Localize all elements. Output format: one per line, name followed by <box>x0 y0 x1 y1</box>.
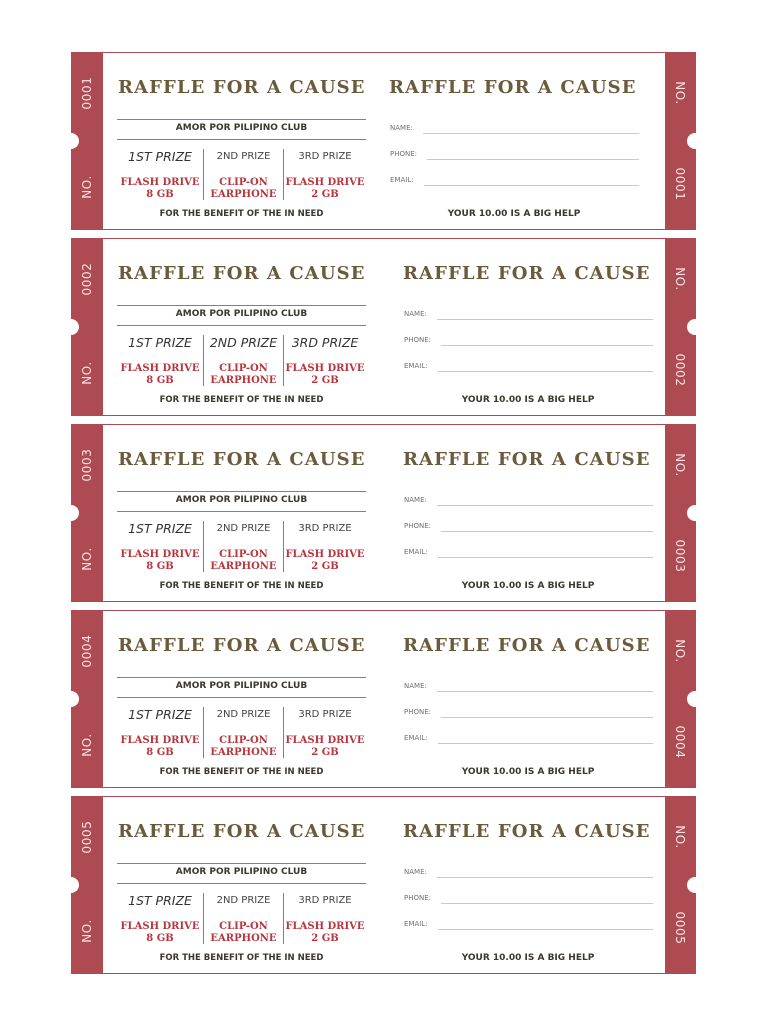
ticket-title: RAFFLE FOR A CAUSE <box>403 449 651 470</box>
prize-first <box>117 893 203 944</box>
prize-item <box>204 921 283 945</box>
prize-item <box>284 921 366 945</box>
entry-section <box>403 239 653 415</box>
ticket-title: RAFFLE FOR A CAUSE <box>403 821 651 842</box>
prize-label: 3RD PRIZE <box>298 895 352 906</box>
help-note: YOUR 10.00 IS A BIG HELP <box>461 767 595 777</box>
prize-item-line: CLIP-ON <box>219 549 268 560</box>
help-note: YOUR 10.00 IS A BIG HELP <box>461 953 595 963</box>
prize-label: 3RD PRIZE <box>298 151 352 162</box>
email-field <box>404 546 653 558</box>
prize-item <box>284 735 366 759</box>
stub-number: 0005 <box>673 911 687 945</box>
phone-field <box>404 520 653 532</box>
prize-item-line: FLASH DRIVE <box>120 549 200 560</box>
email-line <box>438 732 653 744</box>
email-line <box>438 918 653 930</box>
email-field <box>404 360 653 372</box>
left-notch <box>63 319 79 335</box>
divider <box>117 119 366 120</box>
prize-item-line: 2 GB <box>311 933 339 944</box>
stub-number: 0002 <box>80 262 94 296</box>
name-line <box>437 494 653 506</box>
divider <box>117 139 366 140</box>
raffle-ticket <box>71 238 696 416</box>
phone-label: PHONE: <box>390 150 418 158</box>
raffle-ticket <box>71 52 696 230</box>
email-field <box>390 174 639 186</box>
prize-third <box>283 893 366 944</box>
email-label: EMAIL: <box>404 920 428 928</box>
prize-item-line: 2 GB <box>311 561 339 572</box>
ticket-sheet <box>71 52 696 982</box>
benefit-note: FOR THE BENEFIT OF THE IN NEED <box>159 581 324 591</box>
prize-label: 3RD PRIZE <box>298 709 352 720</box>
email-label: EMAIL: <box>404 548 428 556</box>
divider <box>117 863 366 864</box>
prize-item <box>204 363 283 387</box>
stub-number-label: NO. <box>80 361 94 385</box>
prize-third <box>283 521 366 572</box>
prize-item <box>117 177 203 201</box>
ticket-title: RAFFLE FOR A CAUSE <box>118 821 366 842</box>
prize-item <box>204 177 283 201</box>
prize-item-line: 2 GB <box>311 375 339 386</box>
stub-number: 0003 <box>80 448 94 482</box>
stub-number: 0002 <box>673 353 687 387</box>
name-field <box>404 866 653 878</box>
phone-field <box>404 334 653 346</box>
prize-label: 1ST PRIZE <box>128 521 192 536</box>
email-field <box>404 918 653 930</box>
phone-line <box>441 520 653 532</box>
prize-item-line: 8 GB <box>146 747 174 758</box>
prize-item-line: 2 GB <box>311 747 339 758</box>
prize-item <box>284 549 366 573</box>
ticket-title: RAFFLE FOR A CAUSE <box>118 77 366 98</box>
phone-label: PHONE: <box>404 894 432 902</box>
prize-section <box>117 239 366 415</box>
stub-number-label: NO. <box>673 453 687 477</box>
stub-number-label: NO. <box>673 81 687 105</box>
benefit-note: FOR THE BENEFIT OF THE IN NEED <box>159 209 324 219</box>
ticket-title: RAFFLE FOR A CAUSE <box>403 263 651 284</box>
phone-line <box>441 706 653 718</box>
stub-number: 0003 <box>673 539 687 573</box>
right-notch <box>687 877 703 893</box>
prize-item <box>284 363 366 387</box>
prize-second <box>203 335 283 386</box>
prize-item-line: 2 GB <box>311 189 339 200</box>
prize-item-line: EARPHONE <box>210 561 277 572</box>
raffle-ticket <box>71 610 696 788</box>
prize-third <box>283 335 366 386</box>
prize-item-line: EARPHONE <box>210 933 277 944</box>
raffle-ticket <box>71 796 696 974</box>
ticket-title: RAFFLE FOR A CAUSE <box>118 263 366 284</box>
divider <box>117 305 366 306</box>
prize-item-line: FLASH DRIVE <box>285 177 365 188</box>
entry-section <box>403 425 653 601</box>
entry-section <box>389 53 639 229</box>
prize-item-line: CLIP-ON <box>219 735 268 746</box>
club-name: AMOR POR PILIPINO CLUB <box>175 867 308 877</box>
phone-label: PHONE: <box>404 708 432 716</box>
right-notch <box>687 133 703 149</box>
prize-section <box>117 53 366 229</box>
prize-item-line: FLASH DRIVE <box>120 363 200 374</box>
prize-item <box>117 735 203 759</box>
phone-label: PHONE: <box>404 522 432 530</box>
prize-item <box>204 549 283 573</box>
prize-second <box>203 707 283 758</box>
prize-label: 3RD PRIZE <box>291 335 359 350</box>
divider <box>117 325 366 326</box>
left-notch <box>63 133 79 149</box>
prize-item-line: 8 GB <box>146 189 174 200</box>
prize-section <box>117 425 366 601</box>
prize-first <box>117 707 203 758</box>
stub-number-label: NO. <box>80 919 94 943</box>
prize-label: 2ND PRIZE <box>216 523 271 534</box>
entry-section <box>403 797 653 973</box>
stub-number-label: NO. <box>673 267 687 291</box>
name-label: NAME: <box>404 310 427 318</box>
name-label: NAME: <box>390 124 413 132</box>
prize-item-line: FLASH DRIVE <box>120 921 200 932</box>
prize-item-line: FLASH DRIVE <box>285 735 365 746</box>
ticket-title: RAFFLE FOR A CAUSE <box>403 635 651 656</box>
benefit-note: FOR THE BENEFIT OF THE IN NEED <box>159 395 324 405</box>
prize-label: 2ND PRIZE <box>216 895 271 906</box>
prize-label: 1ST PRIZE <box>128 893 192 908</box>
prize-item-line: EARPHONE <box>210 747 277 758</box>
prize-label: 1ST PRIZE <box>128 335 192 350</box>
stub-number: 0004 <box>80 634 94 668</box>
name-line <box>437 866 653 878</box>
ticket-title: RAFFLE FOR A CAUSE <box>118 635 366 656</box>
email-line <box>438 360 653 372</box>
stub-number: 0004 <box>673 725 687 759</box>
ticket-title: RAFFLE FOR A CAUSE <box>389 77 637 98</box>
club-name: AMOR POR PILIPINO CLUB <box>175 123 308 133</box>
benefit-note: FOR THE BENEFIT OF THE IN NEED <box>159 767 324 777</box>
name-field <box>404 494 653 506</box>
prize-item-line: CLIP-ON <box>219 921 268 932</box>
prize-item <box>284 177 366 201</box>
club-name: AMOR POR PILIPINO CLUB <box>175 309 308 319</box>
phone-line <box>441 892 653 904</box>
name-line <box>437 308 653 320</box>
phone-field <box>404 892 653 904</box>
stub-number-label: NO. <box>673 825 687 849</box>
club-name: AMOR POR PILIPINO CLUB <box>175 681 308 691</box>
prize-label: 3RD PRIZE <box>298 523 352 534</box>
right-notch <box>687 691 703 707</box>
prize-label: 2ND PRIZE <box>216 151 271 162</box>
prize-item-line: FLASH DRIVE <box>285 921 365 932</box>
prize-item-line: FLASH DRIVE <box>120 177 200 188</box>
help-note: YOUR 10.00 IS A BIG HELP <box>447 209 581 219</box>
prize-label: 2ND PRIZE <box>209 335 278 350</box>
name-label: NAME: <box>404 682 427 690</box>
prize-first <box>117 149 203 200</box>
name-field <box>404 680 653 692</box>
prize-first <box>117 521 203 572</box>
prize-item <box>204 735 283 759</box>
name-field <box>404 308 653 320</box>
club-name: AMOR POR PILIPINO CLUB <box>175 495 308 505</box>
prize-label: 1ST PRIZE <box>128 707 192 722</box>
name-label: NAME: <box>404 868 427 876</box>
email-label: EMAIL: <box>390 176 414 184</box>
benefit-note: FOR THE BENEFIT OF THE IN NEED <box>159 953 324 963</box>
email-line <box>438 546 653 558</box>
prize-item <box>117 921 203 945</box>
help-note: YOUR 10.00 IS A BIG HELP <box>461 395 595 405</box>
prize-second <box>203 893 283 944</box>
left-notch <box>63 877 79 893</box>
help-note: YOUR 10.00 IS A BIG HELP <box>461 581 595 591</box>
prize-label: 2ND PRIZE <box>216 709 271 720</box>
prize-item <box>117 363 203 387</box>
right-notch <box>687 505 703 521</box>
prize-section <box>117 611 366 787</box>
divider <box>117 697 366 698</box>
stub-number-label: NO. <box>673 639 687 663</box>
prize-item <box>117 549 203 573</box>
stub-number-label: NO. <box>80 175 94 199</box>
name-line <box>423 122 639 134</box>
email-label: EMAIL: <box>404 362 428 370</box>
phone-line <box>427 148 639 160</box>
prize-second <box>203 521 283 572</box>
stub-number: 0001 <box>673 167 687 201</box>
name-line <box>437 680 653 692</box>
divider <box>117 511 366 512</box>
stub-number: 0001 <box>80 76 94 110</box>
entry-section <box>403 611 653 787</box>
left-notch <box>63 691 79 707</box>
prize-label: 1ST PRIZE <box>128 149 192 164</box>
divider <box>117 883 366 884</box>
prize-item-line: CLIP-ON <box>219 177 268 188</box>
email-label: EMAIL: <box>404 734 428 742</box>
stub-number-label: NO. <box>80 733 94 757</box>
phone-field <box>390 148 639 160</box>
prize-item-line: 8 GB <box>146 375 174 386</box>
divider <box>117 491 366 492</box>
prize-item-line: FLASH DRIVE <box>285 549 365 560</box>
ticket-title: RAFFLE FOR A CAUSE <box>118 449 366 470</box>
prize-third <box>283 707 366 758</box>
prize-second <box>203 149 283 200</box>
right-notch <box>687 319 703 335</box>
prize-third <box>283 149 366 200</box>
prize-first <box>117 335 203 386</box>
stub-number: 0005 <box>80 820 94 854</box>
prize-item-line: FLASH DRIVE <box>285 363 365 374</box>
prize-item-line: EARPHONE <box>210 375 277 386</box>
left-notch <box>63 505 79 521</box>
phone-label: PHONE: <box>404 336 432 344</box>
prize-item-line: 8 GB <box>146 561 174 572</box>
email-field <box>404 732 653 744</box>
prize-item-line: EARPHONE <box>210 189 277 200</box>
email-line <box>424 174 639 186</box>
stub-number-label: NO. <box>80 547 94 571</box>
raffle-ticket <box>71 424 696 602</box>
prize-item-line: CLIP-ON <box>219 363 268 374</box>
name-label: NAME: <box>404 496 427 504</box>
phone-field <box>404 706 653 718</box>
prize-item-line: FLASH DRIVE <box>120 735 200 746</box>
name-field <box>390 122 639 134</box>
prize-section <box>117 797 366 973</box>
divider <box>117 677 366 678</box>
phone-line <box>441 334 653 346</box>
prize-item-line: 8 GB <box>146 933 174 944</box>
